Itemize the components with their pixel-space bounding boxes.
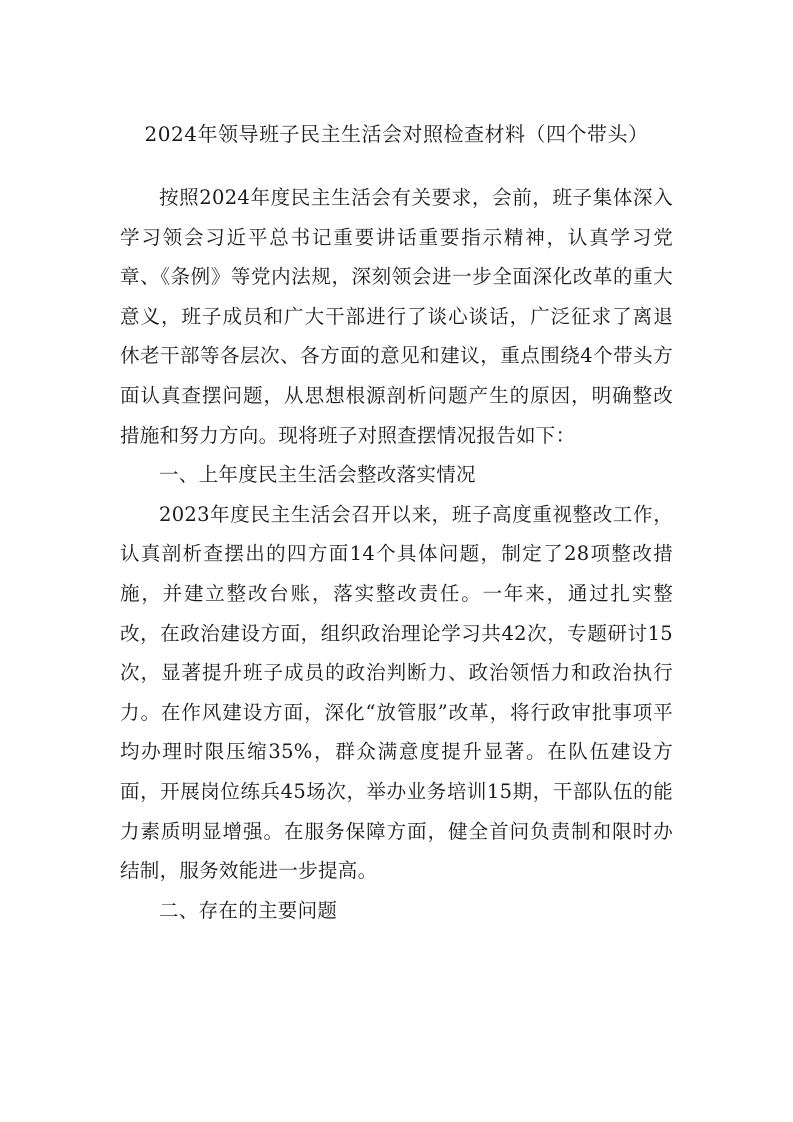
document-body — [120, 178, 673, 930]
section-heading-2: 二、存在的主要问题 — [159, 898, 338, 922]
section-1-paragraph: 2023年度民主生活会召开以来，班子高度重视整改工作，认真剖析查摆出的四方面14个具体问题，制定了28项整改措施，并建立整改台账，落实整改责任。一年来，通过扎实整改，在政治建设方面，组织政治理论学习共42次，专题研讨15次，显著提升班子成员的政治判断力、政治领悟力和政治执行力。在作风建设方面，深化“放管服”改革，将行政审批事项平均办理时限压缩35%，群众满意度提升显著。在队伍建设方面，开展岗位练兵45场次，举办业务培训15期，干部队伍的能力素质明显增强。在服务保障方面，健全首问负责制和限时办结制，服务效能进一步提高。 — [120, 502, 673, 883]
document-title: 2024年领导班子民主生活会对照检查材料（四个带头） — [144, 122, 649, 146]
intro-paragraph: 按照2024年度民主生活会有关要求，会前，班子集体深入学习领会习近平总书记重要讲话重要指示精神，认真学习党章、《条例》等党内法规，深刻领会进一步全面深化改革的重大意义，班子成员和广大干部进行了谈心谈话，广泛征求了离退休老干部等各层次、各方面的意见和建议，重点围绕4个带头方面认真查摆问题，从思想根源剖析问题产生的原因，明确整改措施和努力方向。现将班子对照查摆情况报告如下： — [120, 186, 673, 447]
section-heading-1: 一、上年度民主生活会整改落实情况 — [159, 463, 476, 487]
